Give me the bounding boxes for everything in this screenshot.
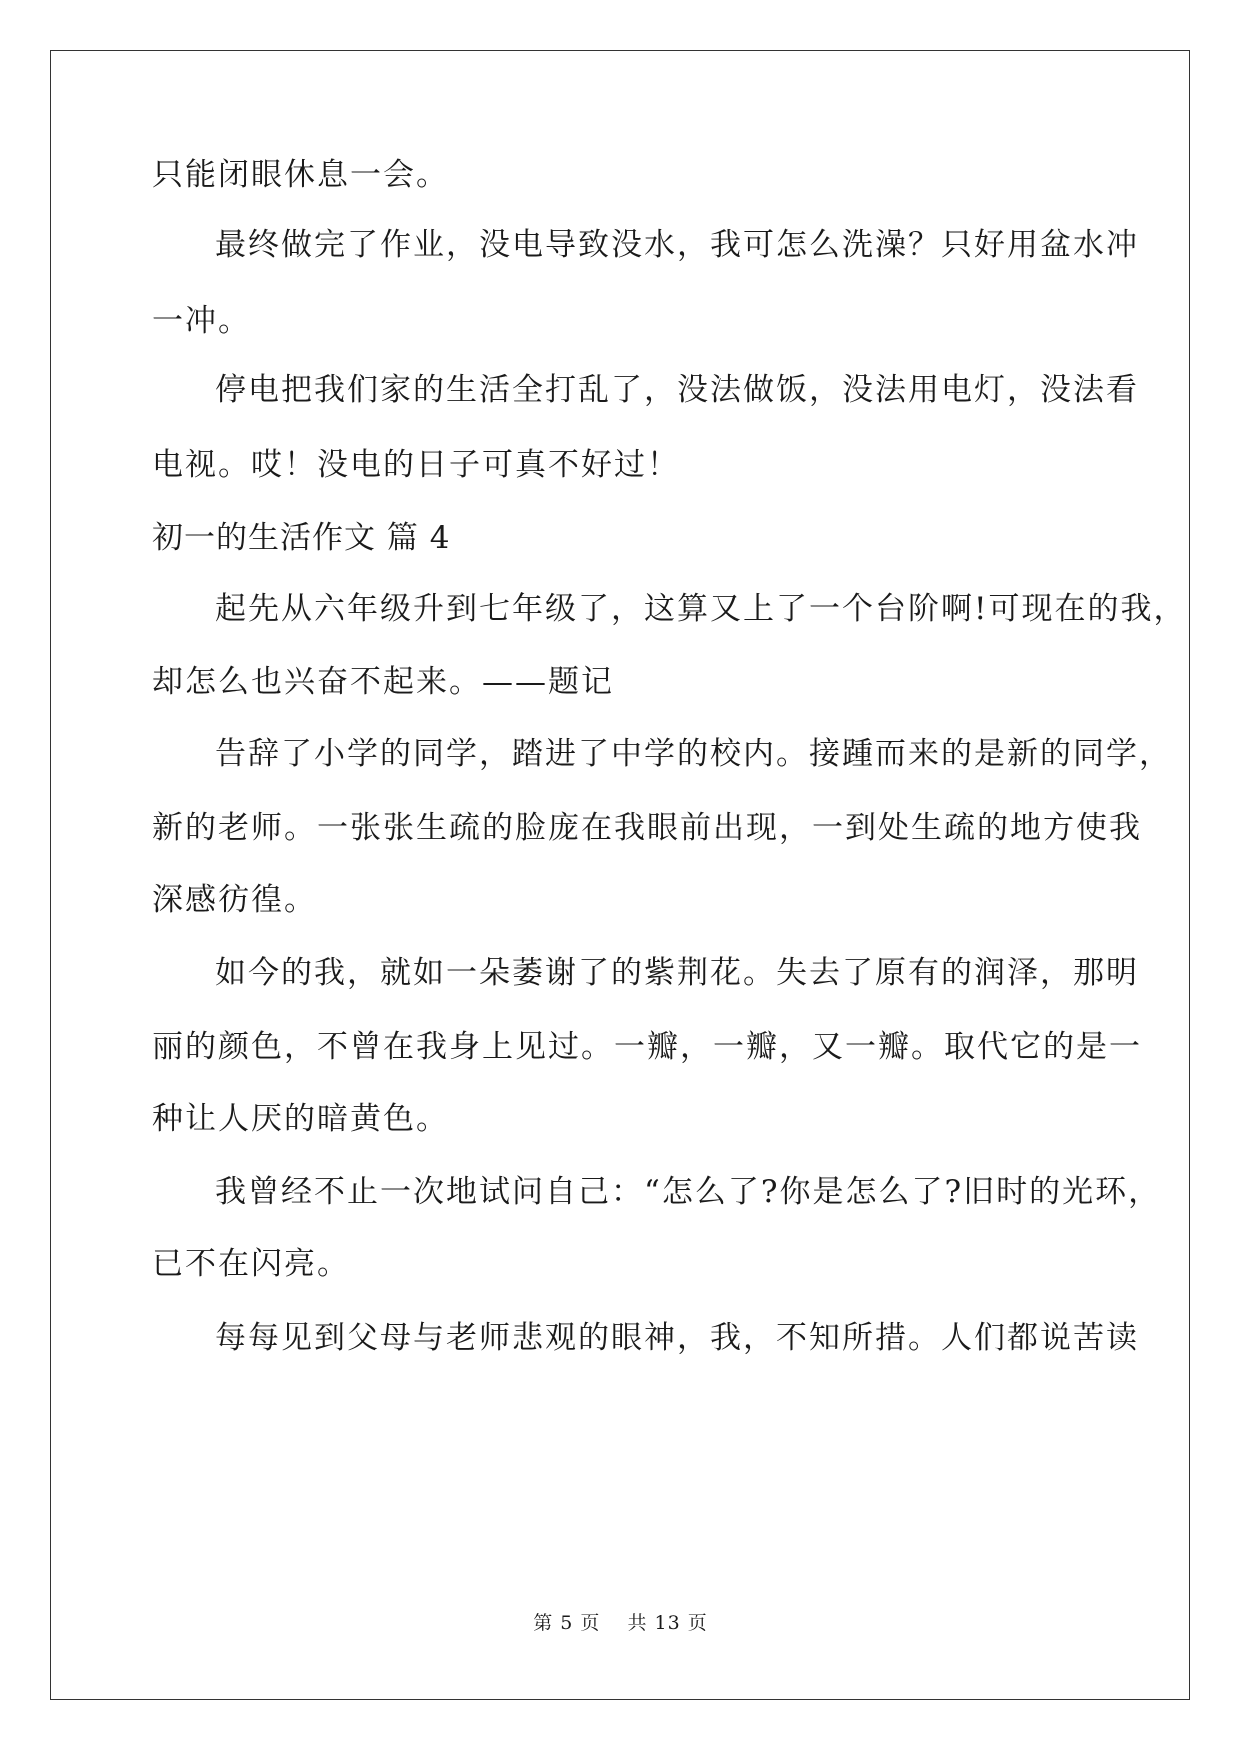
paragraph-line: 如今的我，就如一朵萎谢了的紫荆花。失去了原有的润泽，那明 — [215, 955, 1139, 991]
paragraph-line: 只能闭眼休息一会。 — [152, 157, 449, 193]
paragraph-line: 却怎么也兴奋不起来。——题记 — [152, 664, 614, 700]
paragraph-line: 电视。哎！没电的日子可真不好过！ — [152, 447, 680, 483]
page-border — [50, 50, 1190, 1700]
paragraph-line: 每每见到父母与老师悲观的眼神，我，不知所措。人们都说苦读 — [215, 1320, 1139, 1356]
paragraph-line: 一冲。 — [152, 303, 251, 339]
paragraph-line: 告辞了小学的同学，踏进了中学的校内。接踵而来的是新的同学， — [215, 736, 1172, 772]
page-total: 共 13 页 — [627, 1612, 708, 1634]
paragraph-line: 种让人厌的暗黄色。 — [152, 1101, 449, 1137]
paragraph-line: 已不在闪亮。 — [152, 1246, 350, 1282]
paragraph-line: 起先从六年级升到七年级了，这算又上了一个台阶啊!可现在的我， — [215, 591, 1187, 627]
paragraph-line: 最终做完了作业，没电导致没水，我可怎么洗澡？只好用盆水冲 — [215, 227, 1139, 263]
paragraph-line: 丽的颜色，不曾在我身上见过。一瓣，一瓣，又一瓣。取代它的是一 — [152, 1029, 1142, 1065]
page-number: 第 5 页 — [533, 1612, 601, 1634]
paragraph-line: 停电把我们家的生活全打乱了，没法做饭，没法用电灯，没法看 — [215, 372, 1139, 408]
section-heading: 初一的生活作文 篇 4 — [152, 520, 451, 556]
paragraph-line: 新的老师。一张张生疏的脸庞在我眼前出现，一到处生疏的地方使我 — [152, 810, 1142, 846]
paragraph-line: 我曾经不止一次地试问自己：“怎么了?你是怎么了?旧时的光环， — [215, 1174, 1162, 1210]
page-footer — [0, 1611, 1241, 1635]
paragraph-line: 深感彷徨。 — [152, 882, 317, 918]
